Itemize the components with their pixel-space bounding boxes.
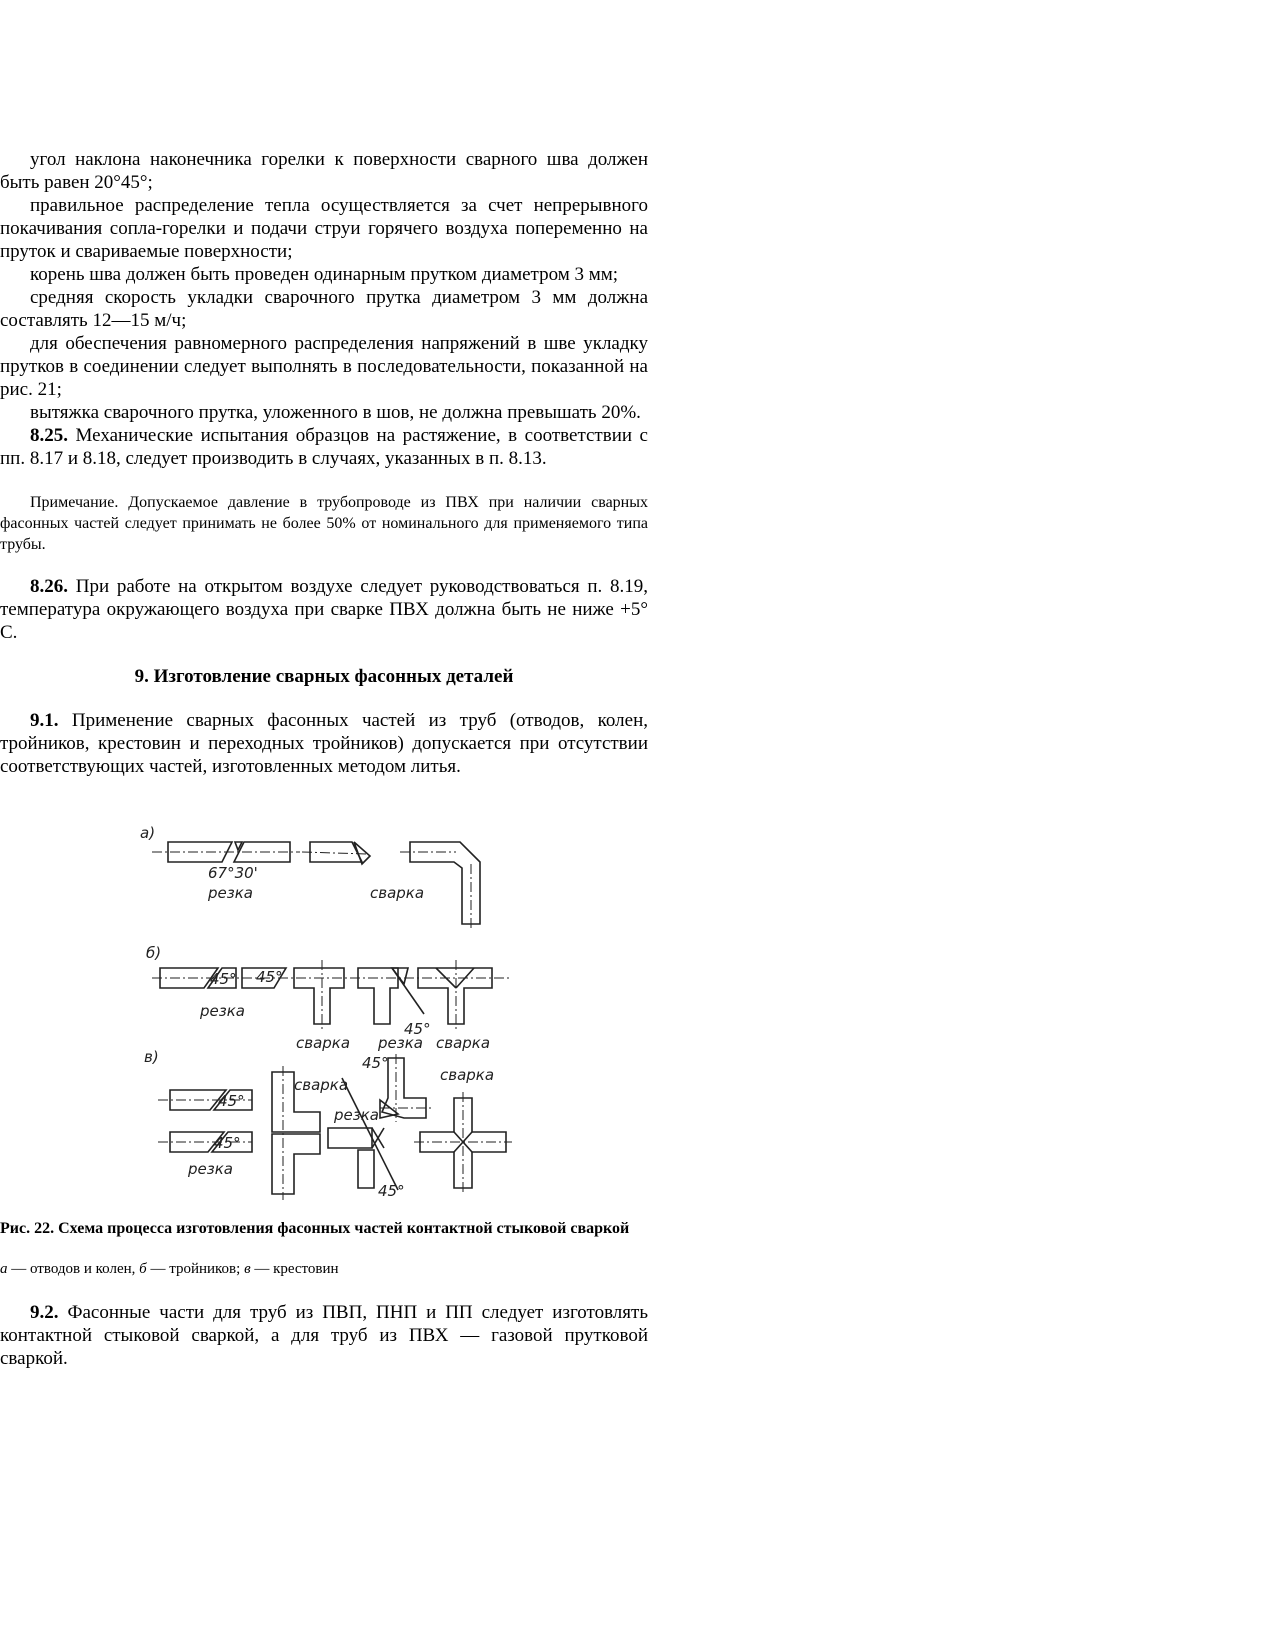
tee-fitting xyxy=(418,968,492,1024)
cut-label: резка xyxy=(200,1002,245,1020)
angle-label: 45° xyxy=(378,1182,405,1200)
cut-label: резка xyxy=(378,1034,423,1052)
legend-text: — отводов и колен, xyxy=(7,1261,140,1277)
label-v: в) xyxy=(144,1048,159,1066)
label-b: б) xyxy=(146,944,162,962)
cut-label: резка xyxy=(334,1106,379,1124)
clause-number: 9.2. xyxy=(30,1302,59,1323)
angle-label: 45° xyxy=(256,968,283,986)
cut-label: резка xyxy=(208,884,253,902)
paragraph-8-25 xyxy=(0,424,648,470)
legend-key: в xyxy=(244,1261,251,1277)
weld-label: сварка xyxy=(370,884,425,902)
pipe-segment xyxy=(358,1150,374,1188)
document-column xyxy=(0,148,648,1370)
cut-line xyxy=(392,968,424,1014)
tee-fitting xyxy=(294,968,344,1024)
angle-label: 45° xyxy=(218,1092,245,1110)
weld-label: сварка xyxy=(296,1034,351,1052)
note-paragraph: Примечание. Допускаемое давление в трубопроводе из ПВХ при наличии сварных фасонных частей следует принимать не более 50% от номинального для применяемого типа трубы. xyxy=(0,494,648,553)
weld-label: сварка xyxy=(294,1076,349,1094)
clause-number: 8.25. xyxy=(30,425,68,446)
paragraph-root-weld: корень шва должен быть проведен одинарным прутком диаметром 3 мм; xyxy=(30,264,619,285)
angle-label: 45° xyxy=(214,1134,241,1152)
legend-text: — крестовин xyxy=(250,1261,339,1277)
angle-label: 45° xyxy=(404,1020,431,1038)
label-a: а) xyxy=(140,824,156,842)
paragraph-9-2 xyxy=(0,1301,648,1370)
cut-line xyxy=(342,1078,398,1190)
clause-text: Механические испытания образцов на растяжение, в соответствии с пп. 8.17 и 8.18, следует производить в случаях, указанных в п. 8.13. xyxy=(0,425,648,469)
clause-number: 9.1. xyxy=(30,710,59,731)
legend-key: б xyxy=(139,1261,147,1277)
legend-key: а xyxy=(0,1261,8,1277)
clause-number: 8.26. xyxy=(30,576,68,597)
clause-text: Применение сварных фасонных частей из труб (отводов, колен, тройников, крестовин и переходных тройников) допускается при отсутствии соответствующих частей, изготовленных методом литья. xyxy=(0,710,648,777)
cross-half xyxy=(272,1134,320,1194)
legend-text: — тройников; xyxy=(146,1261,245,1277)
section-title: 9. Изготовление сварных фасонных деталей xyxy=(134,666,514,687)
figure-legend xyxy=(0,1259,648,1279)
paragraph-stress-distribution: для обеспечения равномерного распределения напряжений в шве укладку прутков в соединении следует выполнять в последовательности, показанной на рис. 21; xyxy=(0,333,648,400)
figure-22 xyxy=(0,798,648,1210)
cut-label: резка xyxy=(188,1160,233,1178)
pipe-segment xyxy=(310,842,362,862)
angle-label: 45° xyxy=(362,1054,389,1072)
paragraph-burner-angle: угол наклона наконечника горелки к поверхности сварного шва должен быть равен 20°45°; xyxy=(0,149,648,193)
tee-fitting xyxy=(382,1058,426,1118)
paragraph-8-26 xyxy=(0,575,648,644)
weld-label: сварка xyxy=(440,1066,495,1084)
angle-label: 67°30' xyxy=(208,864,258,882)
paragraph-heat-distribution: правильное распределение тепла осуществляется за счет непрерывного покачивания сопла-горелки и подачи струи горячего воздуха попеременно на пруток и свариваемые поверхности; xyxy=(0,195,648,262)
clause-text: Фасонные части для труб из ПВП, ПНП и ПП следует изготовлять контактной стыковой сваркой, а для труб из ПВХ — газовой прутковой сваркой. xyxy=(0,1302,648,1369)
clause-text: При работе на открытом воздухе следует руководствоваться п. 8.19, температура окружающего воздуха при сварке ПВХ должна быть не ниже +5° С. xyxy=(0,576,648,643)
tee-fitting xyxy=(358,968,398,1024)
angle-label: 45° xyxy=(210,970,237,988)
elbow-fitting xyxy=(410,842,480,924)
fitting-diagram xyxy=(0,798,648,1210)
paragraph-9-1 xyxy=(0,709,648,778)
paragraph-rod-stretch: вытяжка сварочного прутка, уложенного в шов, не должна превышать 20%. xyxy=(30,402,641,423)
figure-caption: Рис. 22. Схема процесса изготовления фасонных частей контактной стыковой сваркой xyxy=(0,1220,630,1237)
weld-label: сварка xyxy=(436,1034,491,1052)
paragraph-laying-speed: средняя скорость укладки сварочного прутка диаметром 3 мм должна составлять 12—15 м/ч; xyxy=(0,287,648,331)
pipe-segment xyxy=(328,1128,372,1148)
